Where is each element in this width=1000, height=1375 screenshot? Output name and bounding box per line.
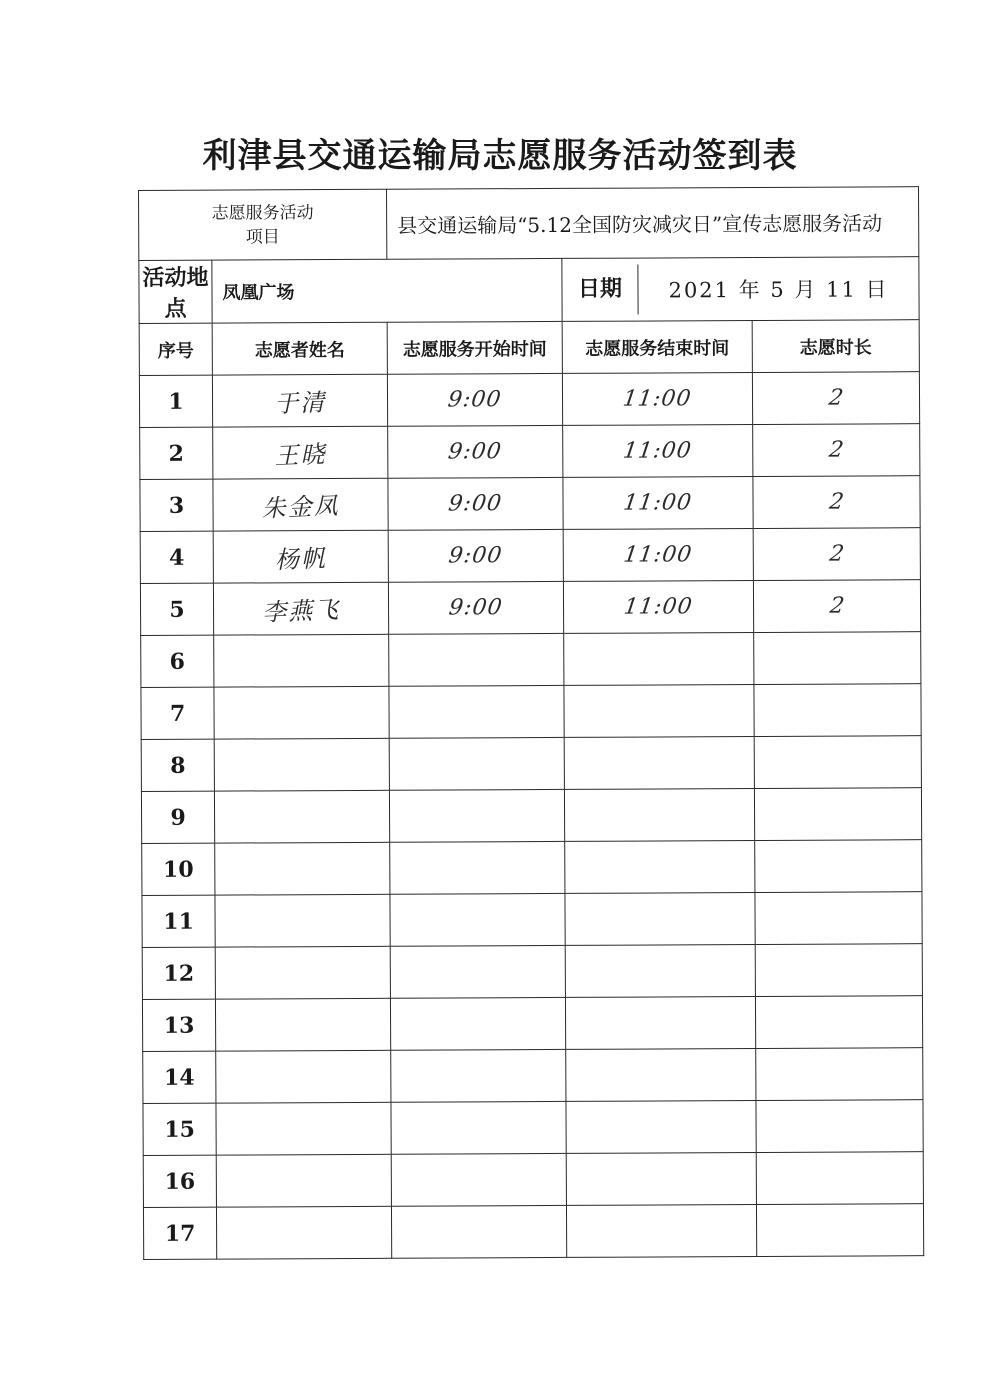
service-hours-cell <box>753 580 920 633</box>
service-hours-cell <box>756 1100 923 1153</box>
row-number: 2 <box>168 440 185 467</box>
end-time-cell <box>564 632 754 685</box>
service-hours-cell <box>755 892 922 945</box>
sign-in-table <box>138 186 924 1260</box>
page-title: 利津县交通运输局志愿服务活动签到表 <box>202 136 798 176</box>
table-row <box>142 840 922 896</box>
start-time-cell <box>390 997 565 1050</box>
row-number: 16 <box>164 1168 196 1195</box>
row-number: 17 <box>164 1220 196 1247</box>
row-number: 10 <box>162 856 194 883</box>
table-row <box>142 944 922 1000</box>
end-time: 11:00 <box>621 386 694 412</box>
service-hours-cell <box>755 944 922 997</box>
service-hours: 2 <box>827 541 846 567</box>
row-number: 14 <box>163 1064 195 1091</box>
table-row <box>142 996 922 1052</box>
row-number-cell <box>141 687 214 739</box>
project-label <box>139 189 387 260</box>
end-time-cell <box>563 528 753 581</box>
row-number: 1 <box>168 388 184 415</box>
volunteer-name-cell <box>215 998 390 1051</box>
row-number: 4 <box>169 544 185 571</box>
end-time-cell <box>565 840 755 893</box>
volunteer-name-cell <box>213 478 388 531</box>
service-hours-cell <box>754 684 921 737</box>
volunteer-name-cell <box>214 738 389 791</box>
start-time: 9:00 <box>447 543 505 569</box>
volunteer-name-cell <box>216 1154 391 1207</box>
volunteer-name-cell <box>216 1206 391 1259</box>
row-number-cell <box>140 531 213 583</box>
project-value: 县交通运输局“5.12全国防灾减灾日”宣传志愿服务活动 <box>386 187 918 260</box>
project-label-line2: 项目 <box>245 226 280 247</box>
start-time-cell <box>391 1205 566 1258</box>
table-row <box>140 424 920 480</box>
start-time: 9:00 <box>446 439 504 465</box>
volunteer-name-cell <box>216 1050 391 1103</box>
table-row <box>143 1152 923 1208</box>
end-time-cell <box>564 684 754 737</box>
date-value: 2021 年 5 月 11 日 <box>668 277 889 303</box>
service-hours-cell <box>754 632 921 685</box>
row-number-cell <box>141 791 214 843</box>
col-header-end: 志愿服务结束时间 <box>562 321 752 374</box>
service-hours-cell <box>753 476 920 529</box>
row-number: 15 <box>164 1116 195 1143</box>
row-number: 8 <box>170 752 186 779</box>
volunteer-name: 杨帆 <box>274 544 328 575</box>
start-time-cell <box>389 685 564 738</box>
end-time-cell <box>565 944 755 997</box>
service-hours-cell <box>754 736 921 789</box>
volunteer-name: 于清 <box>273 388 327 419</box>
volunteer-name-cell <box>215 842 390 895</box>
row-number: 12 <box>163 960 195 987</box>
start-time-cell <box>388 529 563 582</box>
table-row <box>143 1048 923 1104</box>
volunteer-name: 王晓 <box>273 440 327 471</box>
volunteer-name-cell <box>212 374 387 427</box>
start-time-cell <box>387 373 562 426</box>
volunteer-name-cell <box>213 426 388 479</box>
row-number: 3 <box>168 492 185 519</box>
service-hours: 2 <box>827 593 847 619</box>
location-label: 活动地点 <box>139 260 212 323</box>
sign-in-sheet <box>138 186 923 1260</box>
end-time: 11:00 <box>621 438 694 464</box>
volunteer-name-cell <box>214 686 389 739</box>
table-row <box>143 1204 923 1260</box>
start-time-cell <box>388 581 563 634</box>
col-header-no: 序号 <box>139 323 212 375</box>
end-time-cell <box>563 424 753 477</box>
end-time-cell <box>566 1048 756 1101</box>
date-label: 日期 <box>562 265 638 315</box>
table-row <box>141 736 921 792</box>
col-header-hours: 志愿时长 <box>752 320 919 373</box>
service-hours: 2 <box>826 385 846 411</box>
volunteer-name-cell <box>213 582 388 635</box>
volunteer-name-cell <box>214 634 389 687</box>
start-time: 9:00 <box>446 387 504 413</box>
location-value: 凤凰广场 <box>212 258 562 323</box>
header-row <box>139 320 919 376</box>
service-hours-cell <box>756 1152 923 1205</box>
row-number: 13 <box>163 1012 195 1039</box>
table-row <box>140 580 920 636</box>
row-number-cell <box>140 583 213 635</box>
service-hours: 2 <box>827 437 846 463</box>
end-time-cell <box>566 1100 756 1153</box>
row-number-cell <box>142 947 215 999</box>
table-row <box>140 528 920 584</box>
row-number: 6 <box>169 648 186 675</box>
start-time-cell <box>391 1101 566 1154</box>
row-number-cell <box>139 375 212 427</box>
end-time-cell <box>566 1152 756 1205</box>
end-time-cell <box>565 996 755 1049</box>
service-hours: 2 <box>827 489 846 515</box>
row-number-cell <box>140 479 213 531</box>
table-row <box>140 476 920 532</box>
service-hours-cell <box>753 424 920 477</box>
table-row <box>141 684 921 740</box>
row-number-cell <box>143 1103 216 1155</box>
row-number-cell <box>143 1155 216 1207</box>
volunteer-name-cell <box>213 530 388 583</box>
row-number-cell <box>141 635 214 687</box>
end-time: 11:00 <box>622 594 695 620</box>
row-number: 5 <box>169 596 185 623</box>
service-hours-cell <box>755 840 922 893</box>
start-time-cell <box>390 841 565 894</box>
date-group <box>562 263 918 315</box>
table-row <box>141 632 921 688</box>
volunteer-name-cell <box>215 894 390 947</box>
row-number-cell <box>143 1207 216 1259</box>
service-hours-cell <box>755 996 922 1049</box>
start-time-cell <box>388 425 563 478</box>
service-hours-cell <box>756 1204 923 1257</box>
row-number: 11 <box>163 908 194 935</box>
table-row <box>139 372 919 428</box>
end-time-cell <box>562 372 752 425</box>
row-number-cell <box>140 427 213 479</box>
start-time-cell <box>389 737 564 790</box>
row-number-cell <box>142 895 215 947</box>
start-time-cell <box>389 789 564 842</box>
volunteer-name: 李燕飞 <box>261 595 341 627</box>
end-time-cell <box>565 892 755 945</box>
end-time-cell <box>563 476 753 529</box>
volunteer-name-cell <box>214 790 389 843</box>
end-time-cell <box>564 788 754 841</box>
table-row <box>143 1100 923 1156</box>
service-hours-cell <box>756 1048 923 1101</box>
volunteer-name-cell <box>215 946 390 999</box>
volunteer-name: 朱金凤 <box>261 491 341 523</box>
start-time-cell <box>390 893 565 946</box>
service-hours-cell <box>753 528 920 581</box>
col-header-start: 志愿服务开始时间 <box>387 321 562 374</box>
end-time: 11:00 <box>622 490 694 516</box>
row-number-cell <box>142 843 215 895</box>
start-time-cell <box>391 1153 566 1206</box>
service-hours-cell <box>752 372 919 425</box>
location-row <box>139 257 919 324</box>
start-time-cell <box>389 633 564 686</box>
start-time: 9:00 <box>447 491 504 517</box>
start-time: 9:00 <box>447 595 505 621</box>
end-time-cell <box>564 736 754 789</box>
table-row <box>141 788 921 844</box>
end-time-cell <box>563 580 753 633</box>
table-row <box>142 892 922 948</box>
row-number-cell <box>142 999 215 1051</box>
start-time-cell <box>388 477 563 530</box>
row-number-cell <box>143 1051 216 1103</box>
col-header-name: 志愿者姓名 <box>212 322 387 375</box>
end-time: 11:00 <box>622 542 695 568</box>
start-time-cell <box>391 1049 566 1102</box>
start-time-cell <box>390 945 565 998</box>
row-number: 9 <box>170 804 186 831</box>
row-number: 7 <box>169 700 186 727</box>
project-label-line1: 志愿服务活动 <box>211 202 314 224</box>
end-time-cell <box>566 1204 756 1257</box>
service-hours-cell <box>754 788 921 841</box>
date-cell <box>562 257 919 322</box>
project-row <box>139 187 919 261</box>
volunteer-name-cell <box>216 1102 391 1155</box>
row-number-cell <box>141 739 214 791</box>
